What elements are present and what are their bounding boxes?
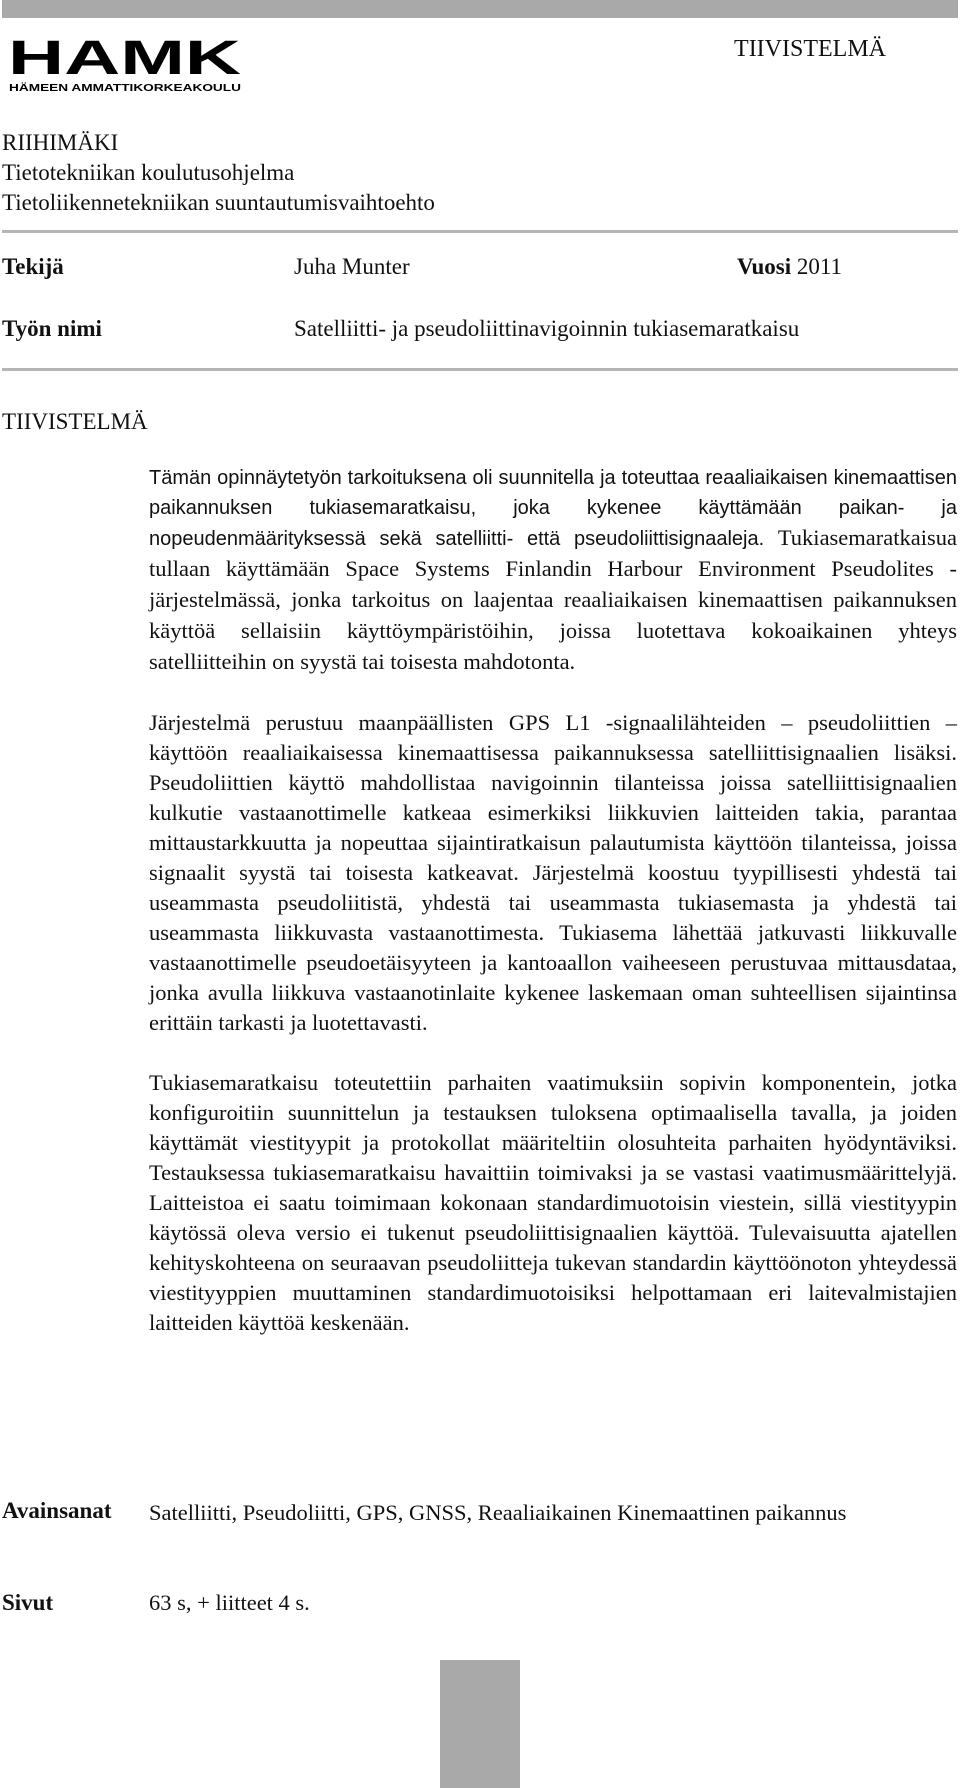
abstract-paragraph-1	[149, 463, 957, 678]
pages-value: 63 s, + liitteet 4 s.	[149, 1590, 310, 1615]
keywords-value: Satelliitti, Pseudoliitti, GPS, GNSS, Reaaliaikainen Kinemaattinen paikannus	[149, 1500, 847, 1525]
author-name: Juha Munter	[294, 254, 410, 279]
abstract-paragraph-2: Järjestelmä perustuu maanpäällisten GPS L1 -signaalilähteiden – pseudoliittien – käyttöön reaaliaikaisessa kinemaattisessa paikannuksessa satelliittisignaalien lisäksi. Pseudoliittien käyttö mahdollistaa navigoinnin tilanteissa joissa satelliittisignaalien kulkutie vastaanottimelle katkeaa esimerkiksi liikkuvien laitteiden takia, parantaa mittaustarkkuutta ja nopeuttaa sijaintiratkaisun palautumista käyttöön tilanteissa, joissa signaalit syystä tai toisesta katkeavat. Järjestelmä koostuu tyypillisesti yhdestä tai useammasta pseudoliitistä, yhdestä tai useammasta tukiasemasta ja yhdestä tai useammasta liikkuvasta vastaanottimesta. Tukiasema lähettää jatkuvasti liikkuvalle vastaanottimelle pseudoetäisyyteen ja kantoaallon vaiheeseen perustuvaa mittausdataa, jonka avulla liikkuva vastaanotinlaite kykenee laskemaan oman suhteellisen sijaintinsa erittäin tarkasti ja luotettavasti.	[149, 710, 957, 1035]
year-field	[737, 254, 842, 280]
abstract-paragraph-1-sans: Tämän opinnäytetyön tarkoituksena oli suunnitella ja toteuttaa reaaliaikaisen kinemaattisen paikannuksen tukiasemaratkaisu, joka kykenee käyttämään paikan- ja nopeudenmäärityksessä sekä satelliitti- että pseudoliittisignaaleja.	[149, 467, 957, 550]
document-type-heading: TIIVISTELMÄ	[734, 36, 886, 62]
pages-label: Sivut	[2, 1590, 54, 1615]
institution-block	[2, 128, 435, 218]
divider	[2, 368, 958, 371]
specialization: Tietoliikennetekniikan suuntautumisvaihtoehto	[2, 190, 435, 215]
abstract-paragraph-3: Tukiasemaratkaisu toteutettiin parhaiten vaatimuksiin sopivin komponentein, jotka konfiguroitiin suunnittelun ja testauksen tuloksena optimaalisella tavalla, ja joiden käyttämät viestityypit ja protokollat määriteltiin olosuhteita parhaiten hyödyntäviksi. Testauksessa tukiasemaratkaisu havaittiin toimivaksi ja se vastasi vaatimusmäärittelyjä. Laitteistoa ei saatu toimimaan kokonaan standardimuotoisin viestein, sillä viestityypin käytössä oleva versio ei tukenut pseudoliittisignaalien käyttöä. Tulevaisuutta ajatellen kehityskohteena on seuraavan pseudoliitteja tukevan standardin käyttöönoton yhteydessä viestityyppien muuttaminen standardimuotoisiksi helpottamaan eri laitevalmistajien laitteiden käyttöä keskenään.	[149, 1070, 957, 1335]
author-label: Tekijä	[2, 254, 64, 279]
logo-subtext: HÄMEEN AMMATTIKORKEAKOULU	[9, 82, 188, 94]
thesis-title: Satelliitti- ja pseudoliittinavigoinnin tukiasemaratkaisu	[294, 316, 800, 341]
year-label: Vuosi	[737, 254, 792, 279]
abstract-body	[149, 463, 957, 1338]
hamk-logo	[8, 36, 243, 94]
logo-wordmark: HAMK	[8, 36, 242, 85]
abstract-paragraph-1-serif: Tukiasemaratkaisua tullaan käyttämään Space Systems Finlandin Harbour Environment Pseudolites -järjestelmässä, jonka tarkoitus on laajentaa reaaliaikaisen kinemaattisen paikannuksen käyttöä sellaisiin käyttöympäristöihin, joissa luotettava kokoaikainen yhteys satelliitteihin on syystä tai toisesta mahdotonta.	[149, 525, 957, 674]
campus-name: RIIHIMÄKI	[2, 130, 119, 155]
degree-programme: Tietotekniikan koulutusohjelma	[2, 160, 295, 185]
thesis-title-label: Työn nimi	[2, 316, 102, 341]
footer-tab-decoration	[440, 1660, 520, 1788]
abstract-heading: TIIVISTELMÄ	[2, 409, 148, 434]
top-header-bar	[2, 0, 958, 18]
year-value: 2011	[796, 254, 843, 279]
keywords-label: Avainsanat	[2, 1498, 112, 1523]
divider	[2, 230, 958, 233]
